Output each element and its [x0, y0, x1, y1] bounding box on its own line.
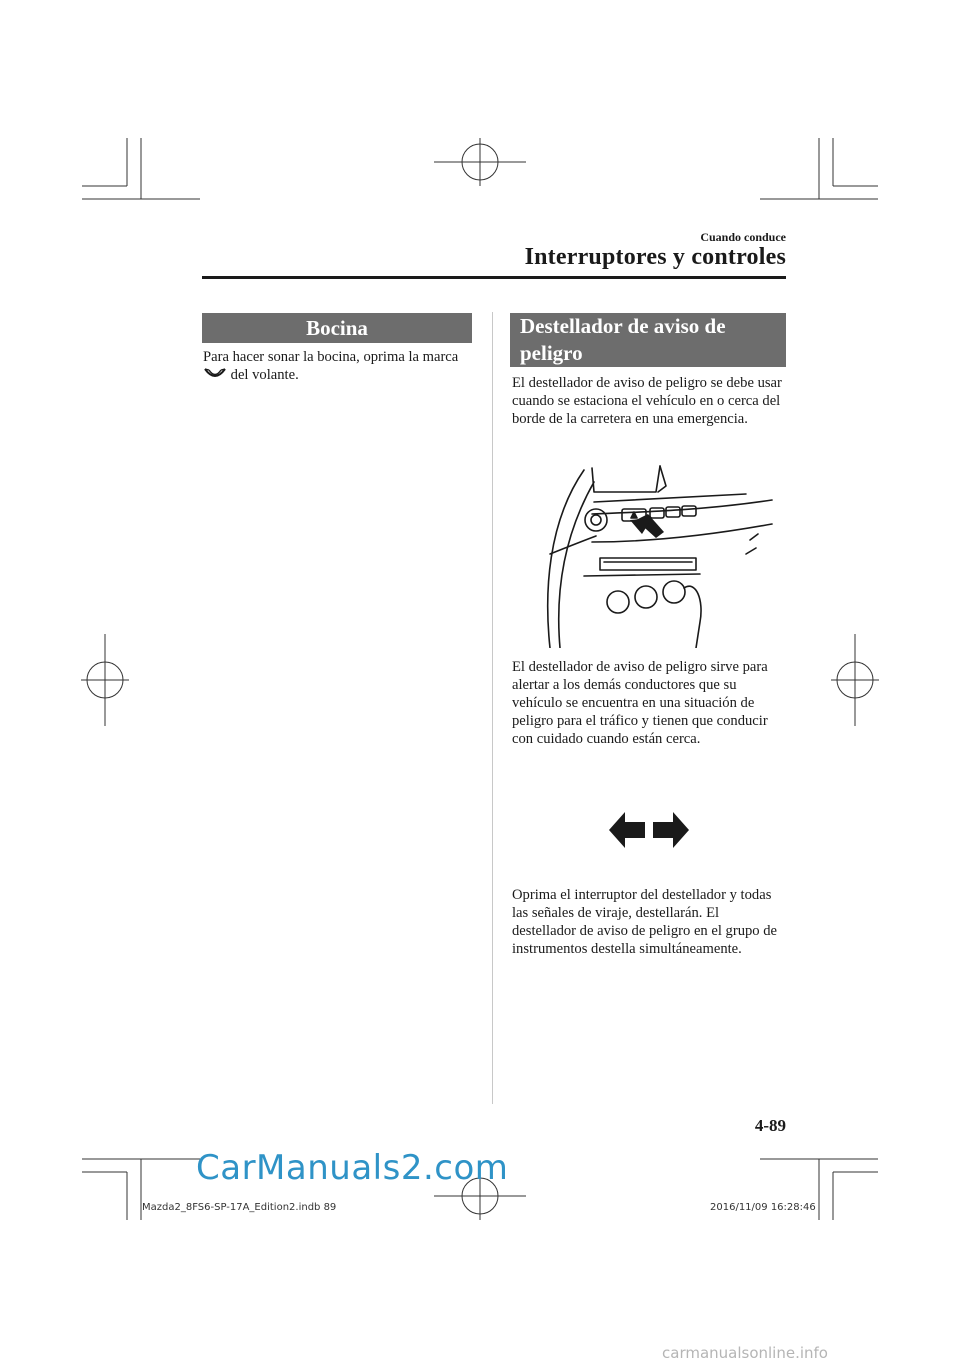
destellador-paragraph-2: [512, 658, 786, 748]
bocina-paragraph: [203, 348, 471, 384]
page-number: 4-89: [754, 1116, 786, 1135]
footer-date-info: 2016/11/09 16:28:46: [710, 1202, 816, 1213]
destellador-text-1: El destellador de aviso de peligro se debe usar cuando se estaciona el vehículo en o cerca del borde de la carretera en una emergencia.: [512, 375, 782, 427]
bocina-text-before-icon: Para hacer sonar la bocina, oprima la marca: [203, 349, 459, 365]
bocina-heading: Bocina: [202, 313, 472, 343]
destellador-heading-line2: peligro: [520, 341, 583, 365]
watermark-carmanualsonline: carmanualsonline.info: [662, 1344, 828, 1362]
chapter-title: Interruptores y controles: [524, 244, 786, 270]
destellador-paragraph-1: [512, 374, 786, 428]
destellador-paragraph-3: [512, 886, 786, 958]
bocina-text-after-icon: del volante.: [230, 367, 299, 383]
destellador-text-3: Oprima el interruptor del destellador y todas las señales de viraje, destellarán. El destellador de aviso de peligro en el grupo de instrumentos destella simultáneamente.: [512, 887, 778, 957]
turn-signal-arrows-icon: [609, 812, 689, 848]
watermark-carmanuals2: CarManuals2.com: [196, 1148, 509, 1188]
footer-file-info: Mazda2_8FS6-SP-17A_Edition2.indb 89: [142, 1202, 337, 1213]
destellador-heading-line1: Destellador de aviso de: [520, 314, 726, 338]
hazard-switch-illustration: [536, 462, 774, 648]
destellador-heading: [510, 313, 786, 367]
destellador-text-2: El destellador de aviso de peligro sirve para alertar a los demás conductores que su vehículo se encuentra en una situación de peligro para el tráfico y tienen que conducir con cuidado cuando están cerca.: [512, 659, 768, 747]
section-label: Cuando conduce: [700, 230, 786, 244]
column-divider: [492, 312, 493, 1104]
horn-icon: [204, 368, 226, 380]
header-rule: [202, 276, 786, 279]
